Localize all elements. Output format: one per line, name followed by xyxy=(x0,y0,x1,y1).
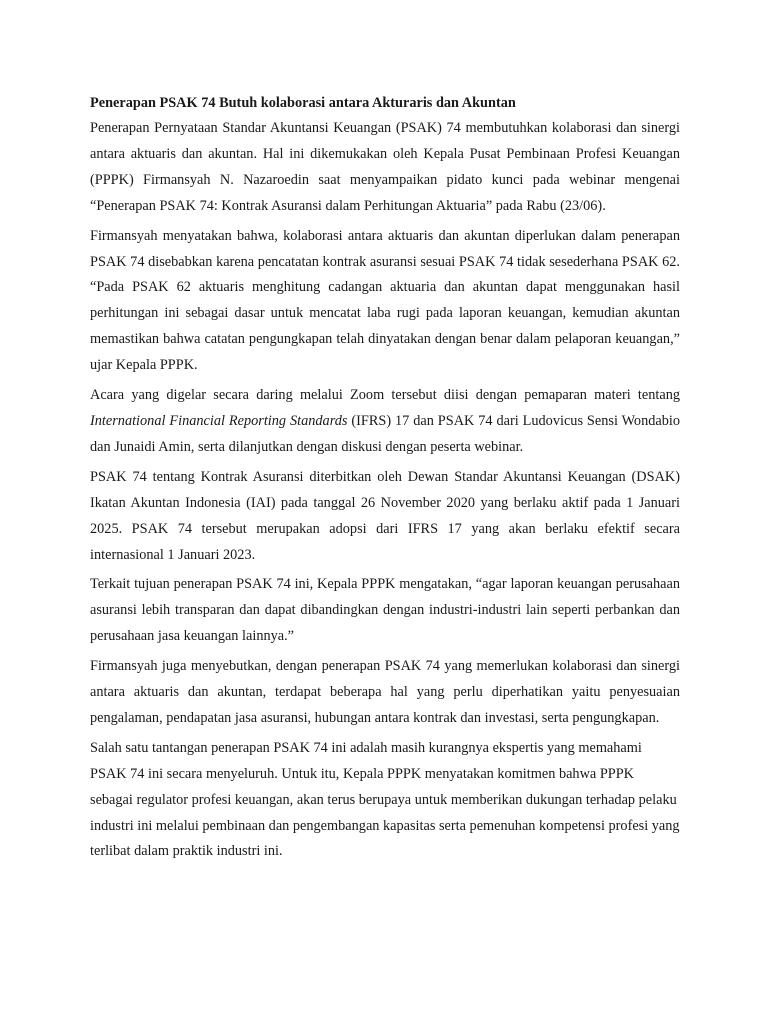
paragraph-2: Firmansyah menyatakan bahwa, kolaborasi antara aktuaris dan akuntan diperlukan dalam penerapan PSAK 74 disebabkan karena pencatatan kontrak asuransi sesuai PSAK 74 tidak sesederhana PSAK 62. “Pada PSAK 62 aktuaris menghitung cadangan aktuaria dan akuntan dapat menggunakan hasil perhitungan ini sebagai dasar untuk mencatat laba rugi pada laporan keuangan, kemudian akuntan memastikan bahwa catatan pengungkapan telah dinyatakan dengan benar dalam pelaporan keuangan,” ujar Kepala PPPK. xyxy=(90,227,680,374)
paragraph-6: Firmansyah juga menyebutkan, dengan penerapan PSAK 74 yang memerlukan kolaborasi dan sinergi antara aktuaris dan akuntan, terdapat beberapa hal yang perlu diperhatikan yaitu penyesuaian pengalaman, pendapatan jasa asuransi, hubungan antara kontrak dan investasi, serta pengungkapan. xyxy=(90,658,680,726)
paragraph-4: PSAK 74 tentang Kontrak Asuransi diterbitkan oleh Dewan Standar Akuntansi Keuangan (DSAK) Ikatan Akuntan Indonesia (IAI) pada tanggal 26 November 2020 yang berlaku aktif pada 1 Januari 2025. PSAK 74 tersebut merupakan adopsi dari IFRS 17 yang akan berlaku efektif secara internasional 1 Januari 2023. xyxy=(90,468,680,563)
document-page xyxy=(90,91,680,869)
paragraph-3-text-after: (IFRS) 17 dan PSAK 74 dari Ludovicus Sensi Wondabio dan Junaidi Amin, serta dilanjutkan dengan diskusi dengan peserta webinar. xyxy=(90,412,680,455)
paragraph-7: Salah satu tantangan penerapan PSAK 74 ini adalah masih kurangnya ekspertis yang memahami PSAK 74 ini secara menyeluruh. Untuk itu, Kepala PPPK menyatakan komitmen bahwa PPPK sebagai regulator profesi keuangan, akan terus berupaya untuk memberikan dukungan terhadap pelaku industri ini melalui pembinaan dan pengembangan kapasitas serta pemenuhan kompetensi profesi yang terlibat dalam praktik industri ini. xyxy=(90,739,680,860)
paragraph-1: Penerapan Pernyataan Standar Akuntansi Keuangan (PSAK) 74 membutuhkan kolaborasi dan sinergi antara aktuaris dan akuntan. Hal ini dikemukakan oleh Kepala Pusat Pembinaan Profesi Keuangan (PPPK) Firmansyah N. Nazaroedin saat menyampaikan pidato kunci pada webinar mengenai “Penerapan PSAK 74: Kontrak Asuransi dalam Perhitungan Aktuaria” pada Rabu (23/06). xyxy=(90,120,680,214)
paragraph-3-text-before: Acara yang digelar secara daring melalui Zoom tersebut diisi dengan pemaparan materi tentang xyxy=(90,387,680,404)
paragraph-5: Terkait tujuan penerapan PSAK 74 ini, Kepala PPPK mengatakan, “agar laporan keuangan perusahaan asuransi lebih transparan dan dapat dibandingkan dengan industri-industri lain seperti perbankan dan perusahaan jasa keuangan lainnya.” xyxy=(90,576,680,645)
paragraph-3-italic-term: International Financial Reporting Standards xyxy=(90,412,348,429)
paragraph-3 xyxy=(90,383,680,461)
document-title: Penerapan PSAK 74 Butuh kolaborasi antara Akturaris dan Akuntan xyxy=(90,95,516,111)
